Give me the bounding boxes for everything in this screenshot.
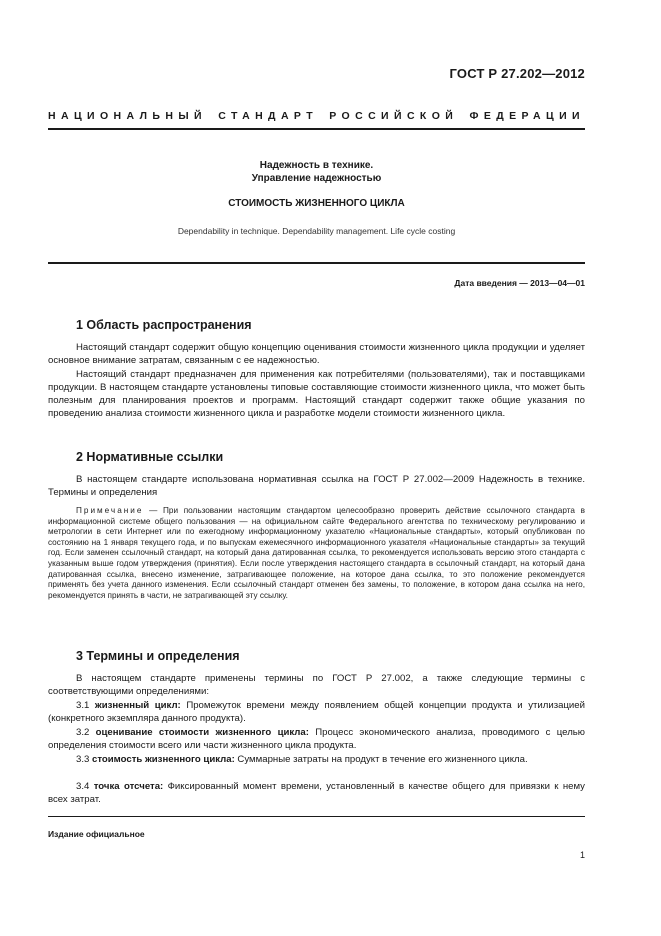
term-3-4: 3.4 точка отсчета: Фиксированный момент времени, установленный в качестве общего для привязки к нему всех затрат. — [48, 781, 585, 805]
term-3-1: 3.1 жизненный цикл: Промежуток времени между появлением общей концепции продукта и утилизацией (конкретного экземпляра данного продукта). — [48, 700, 585, 724]
term-name: оценивание стоимости жизненного цикла: — [95, 727, 309, 738]
effective-date: Дата введения — 2013—04—01 — [454, 278, 585, 288]
title-main: СТОИМОСТЬ ЖИЗНЕННОГО ЦИКЛА — [228, 198, 405, 209]
title-line-1: Надежность в технике. — [259, 160, 374, 171]
footer-rule — [48, 816, 585, 817]
section-3-intro: В настоящем стандарте применены термины по ГОСТ Р 27.002, а также следующие термины с соответствующими определениями: — [48, 673, 585, 697]
section-1-paragraph-2: Настоящий стандарт предназначен для применения как потребителями (пользователями), так и поставщиками продукции. В настоящем стандарте установлены типовые составляющие стоимости жизненного цикла, что может быть полезным для планирования проектов и программ. Настоящий стандарт содержит также общие указания по проведению анализа стоимости жизненного цикла и разработке модели стоимости жизненного цикла. — [48, 369, 585, 419]
term-name: жизненный цикл: — [94, 700, 181, 711]
section-2-heading: 2 Нормативные ссылки — [76, 450, 224, 464]
section-2-note — [48, 506, 585, 601]
national-standard-banner: НАЦИОНАЛЬНЫЙ СТАНДАРТ РОССИЙСКОЙ ФЕДЕРАЦИИ — [48, 110, 585, 122]
section-3-heading: 3 Термины и определения — [76, 649, 240, 663]
term-3-3: 3.3 стоимость жизненного цикла: Суммарные затраты на продукт в течение его жизненного цикла. — [76, 754, 528, 765]
term-name: стоимость жизненного цикла: — [92, 754, 235, 765]
term-3-2: 3.2 оценивание стоимости жизненного цикла: Процесс экономического анализа, проводимого с целью определения стоимости всего или части жизненного цикла продукта. — [48, 727, 585, 751]
note-label: Примечание — [76, 506, 144, 515]
term-name: точка отсчета: — [93, 781, 164, 792]
section-1-heading: 1 Область распространения — [76, 318, 252, 332]
page-number: 1 — [579, 850, 585, 860]
official-edition-label: Издание официальное — [48, 829, 145, 839]
top-rule — [48, 128, 585, 130]
title-english: Dependability in technique. Dependability management. Life cycle costing — [177, 226, 456, 236]
section-2-paragraph-1: В настоящем стандарте использована нормативная ссылка на ГОСТ Р 27.002—2009 Надежность в технике. Термины и определения — [48, 474, 585, 498]
document-code: ГОСТ Р 27.202—2012 — [449, 66, 585, 81]
title-subject — [48, 159, 585, 185]
note-text: — При пользовании настоящим стандартом целесообразно проверить действие ссылочного стандарта в информационной системе общего пользования — на официальном сайте Федерального агентства по техническому регулированию и метрологии в сети Интернет или по ежегодному информационному указателю «Национальные стандарты», который опубликован по состоянию на 1 января текущего года, и по выпускам ежемесячного информационного указателя «Национальные стандарты» за текущий год. Если заменен ссылочный стандарт, на который дана датированная ссылка, то рекомендуется использовать версию этого стандарта с указанным выше годом утверждения (принятия). Если после утверждения настоящего стандарта в ссылочный стандарт, на который дана датированная ссылка, внесено изменение, затрагивающее положение, на которое дана ссылка, то это положение рекомендуется применять без учета данного изменения. Если ссылочный стандарт отменен без замены, то положение, в котором дана ссылка на него, рекомендуется принять в части, не затрагивающей эту ссылку. — [48, 506, 585, 600]
section-1-paragraph-1: Настоящий стандарт содержит общую концепцию оценивания стоимости жизненного цикла продукции и уделяет основное внимание затратам, связанным с ее надежностью. — [48, 342, 585, 366]
title-rule — [48, 262, 585, 264]
title-line-2: Управление надежностью — [251, 173, 382, 184]
